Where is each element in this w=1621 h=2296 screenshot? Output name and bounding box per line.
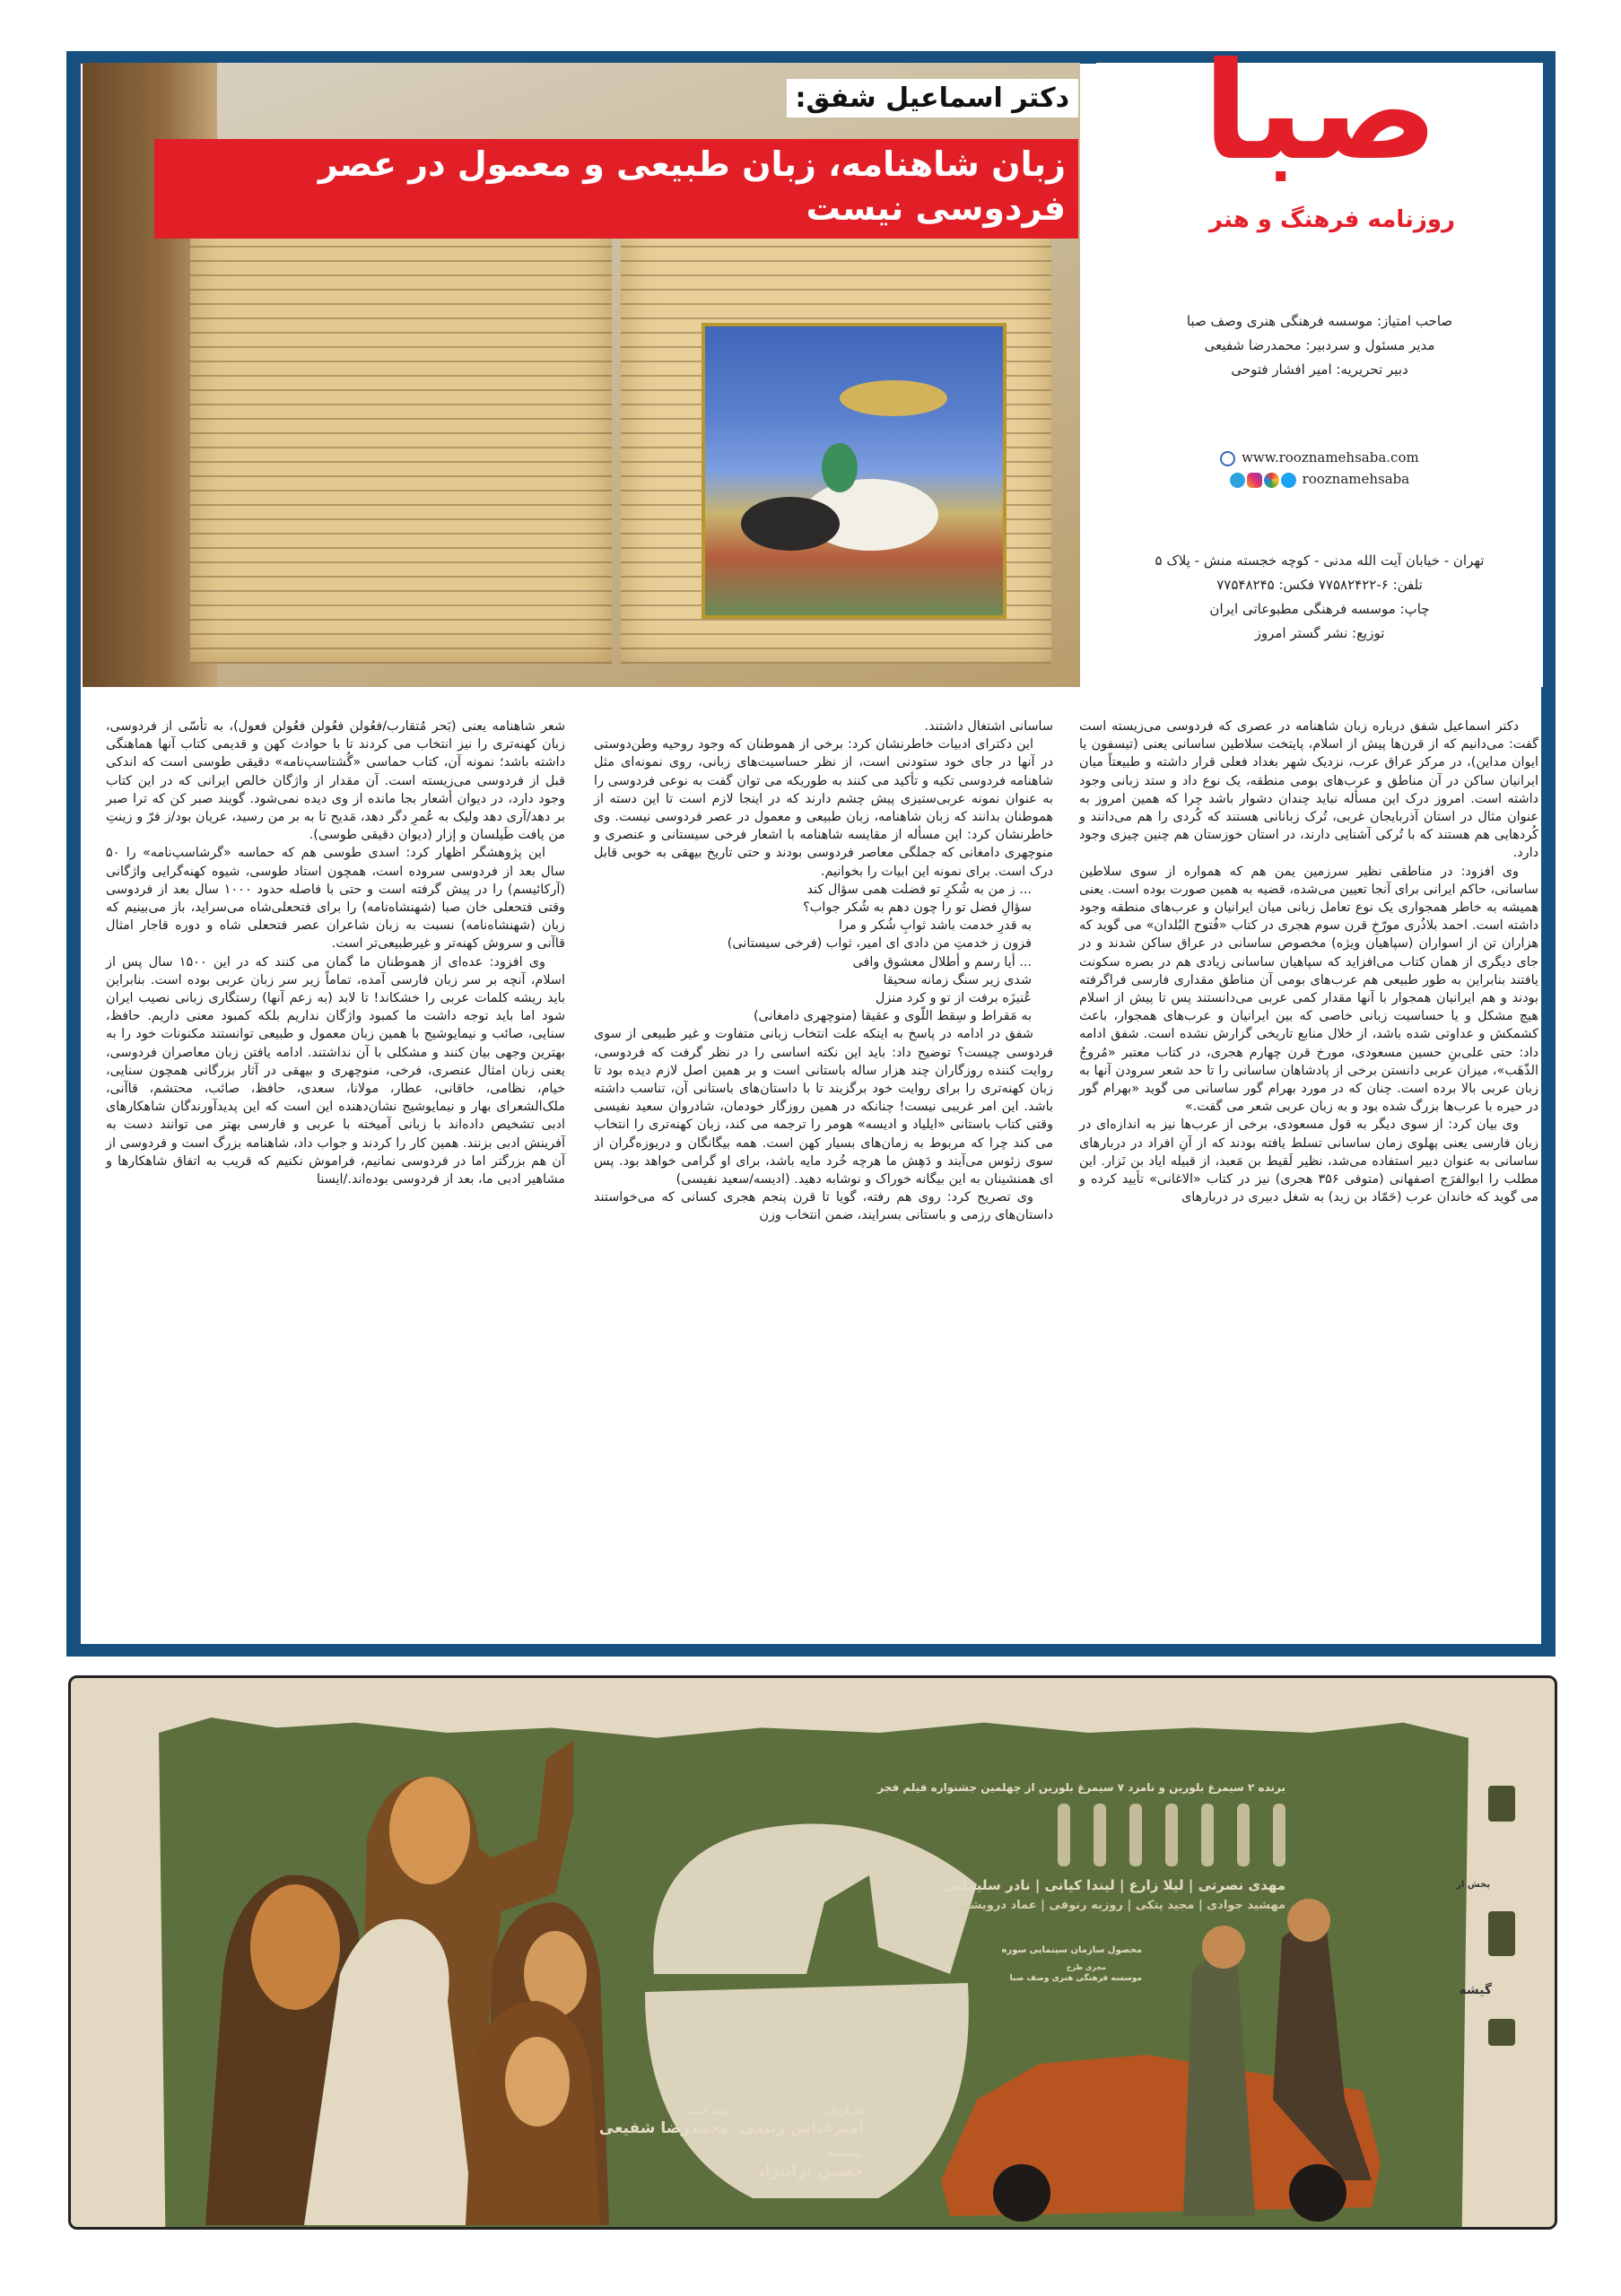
paragraph: این پژوهشگر اظهار کرد: اسدی طوسی هم که حماسه «گرشاسپ‌نامه» را ۵۰ سال بعد از فردوسی سروده است، همچون استاد طوسی، شیوه کهنه‌گرایی واژگانی (آرکائیسم) را در پیش گرفته است و حتی با فاصله حدود ۱۰۰۰ سال بعد از فردوسی وقتی فتحعلی خان صبا (شهنشاه‌نامه) را برای فتحعلی‌شاه می‌سراید، باز می‌بینیم که زبان (شهنشاه‌نامه) نسبت به زبان شاعران عصر فتحعلی شاه و دوره قاجار امثال قاآنی و سروش کهنه‌تر و غیرطبیعی‌تر است. [106, 846, 565, 952]
poster-distribution-label: پخش از [1456, 1880, 1490, 1890]
poem-line: به مَقراط و سِقط اللّوی و عقیقا (منوچهری دامغانی) [753, 1009, 1032, 1024]
poster-distributor-logo: گیشه [1459, 1983, 1492, 1997]
article-column-2 [594, 718, 1053, 1225]
saba-logo [1132, 34, 1509, 260]
logo-subtitle: روزنامه فرهنگ و هنر [1208, 206, 1455, 233]
simorgh-award-icons [1058, 1804, 1285, 1866]
poster-cast-row-2: مهشید جوادی | مجید پتکی | روزبه رنوفی | عماد درویشی [958, 1899, 1285, 1912]
poem-line: به قدرِ خدمت باشد ثوابِ شُکر و مرا [839, 918, 1032, 934]
staff-list [1096, 309, 1543, 382]
figure-standing-man [1183, 1954, 1255, 2217]
poster-production: محصول سازمان سینمایی سوره [1001, 1945, 1142, 1955]
poster-executor: موسسه فرهنگی هنری وصف صبا [1009, 1974, 1142, 1983]
distributor: توزیع: نشر گستر امروز [1254, 625, 1385, 641]
face-woman-bottom [505, 2037, 570, 2126]
article-supertitle: دکتر اسماعیل شفق: [787, 79, 1078, 117]
paragraph: شعر شاهنامه یعنی (بَحر مُتقارب/فعُولن فعُولن فعُولن فعول)، به تأسّی از فردوسی، زبان کهنه‌تری را نیز انتخاب می کردند تا با حوادث کهن و قدیمی کتاب آنها هماهنگی داشته باشد؛ نمونه آن، کتاب حماسی «گُشتاسپ‌نامه» دقیقی طوسی است که اندکی قبل از فردوسی می‌زیسته است. آن مقدار از واژگان خالص ایرانی که در این کتاب وجود دارد، در دیوان أشعار بجا مانده از وی دیده نمی‌شود. گویند صبر کن که ترا صبر بر دهد/آری دهد ولیک به عُمرِ دگر دهد، مَدیح تا به بر من رسید، عریان بود/ز فرّ و زینتِ من یافت طَیلسان و إزار (دیوان دقیقی طوسی). [106, 719, 565, 843]
web-info [1096, 447, 1543, 490]
telegram-icon[interactable] [1230, 473, 1245, 488]
poem-line: فزون ز خدمتِ من دادی ای امیر، ثواب (فرخی سیستانی) [727, 936, 1032, 952]
poster-producer-label: تهیه کننده [684, 2107, 729, 2117]
instagram-icon[interactable] [1247, 473, 1262, 488]
social-handle[interactable]: rooznamehsaba [1302, 471, 1410, 487]
poster-director-label: کارگردان [824, 2107, 864, 2117]
paragraph: شفق در ادامه در پاسخ به اینکه علت انتخاب زبانی متفاوت و غیر طبیعی از سوی فردوسی چیست؟ توضیح داد: باید این نکته اساسی را در نظر گرفت که فردوسی، روایت کننده روزگاران چند هزار ساله باستانی است و بر همین اصل لازم دیده بود تا زبان کهنه‌تری را برای روایت خود برگزیند تا با داستان‌های باستانی آن، تناسب داشته باشد. این امر غریبی نیست! چنانکه در همین روزگار خودمان، شادروان سعید نفیسی وقتی کتاب باستانی «ایلیاد و ادیسه» هومر را ترجمه می کند، زبان کهنه‌تری را انتخاب می کند چرا که مربوط به زمان‌های بسیار کهن است. همه بیگانگان و دریوزه‌گران از سوی زئوس می‌آیند و دَهِش ما هرچه خُرد مایه باشد، برای او گرامی خواهد بود. پس ای همنشینان به این بیگانه خوراک و نوشابه دهید. (ادیسه/سعید نفیسی) [594, 1027, 1053, 1187]
printer: چاپ: موسسه فرهنگی مطبوعاتی ایران [1209, 601, 1430, 617]
poem-line: سؤالِ فضل تو را چون دهم به شُکر جواب؟ [803, 900, 1032, 916]
twitter-icon[interactable] [1281, 473, 1296, 488]
article-headline: زبان شاهنامه، زبان طبیعی و معمول در عصر فردوسی نیست [154, 139, 1078, 239]
poem-line: شدی زیر سنگ زمانه سحیقا [883, 972, 1032, 987]
address-block [1096, 549, 1543, 646]
article-column-1 [1079, 718, 1538, 1206]
paragraph: وی افزود: در مناطقی نظیر سرزمین یمن هم که همواره از سوی سلاطین ساسانی، حاکم ایرانی برای آنجا تعیین می‌شده، قضیه به همین صورت بوده است. یعنی همیشه به خاطر همجواری یک نوع تعامل زبانی میان ایرانیان و عرب‌های منطقه وجود داشته است. احمد بلاذُری مورّخِ قرن سوم هجری در کتاب «فُتوح البُلدان» می گوید که هزاران تن از اسواران (سپاهیان ویژه) مخصوص ساسانی در عراق ساکن شدند و در جای دیگری از همان کتاب می‌افزاید که سپاهیان ساسانی زیادی هم در بصره سکونت یافتند بنابراین به طور طبیعی هم عرب‌های بومی آن مناطق مقداری فارسی فراگرفته بودند و هم ایرانیان همجوار با آنها مقدار کمی عربی می‌دانستند پس تا پیش از اسلام هیچ مشکل و یا حساسیت زبانی خاصی که بین ایرانیان و عرب‌های همجوار، باعث کشمکش و عداوتی شده باشد، از خلال منابع تاریخی گزارش نشده است. شفق ادامه داد: حتی علی‌بنِ حسین مسعودی، مورخ قرن چهارم هجری، در کتاب معتبر «مُروجُ الذّهَب»، میزان عربی دانستن برخی از پادشاهان ساسانی را تا حد شعر سرودن آنها به زبان عربی بالا برده است. چنان که در مورد بهرام گور ساسانی می گوید «بهرام گور در حیره با عرب‌ها بزرگ شده بود و به زبان عربی شعر می گفت.» [1079, 864, 1538, 1115]
poem-line: ... ز من به شُکرِ تو فضلت همی سؤال کند [806, 882, 1032, 897]
globe-icon [1220, 451, 1235, 466]
phone-fax: تلفن: ۶-۷۷۵۸۲۴۲۲ فکس: ۷۷۵۴۸۲۴۵ [1216, 577, 1423, 593]
paragraph: دکتر اسماعیل شفق درباره زبان شاهنامه در عصری که فردوسی می‌زیسته است گفت: می‌دانیم که از قرن‌ها پیش از اسلام، پایتخت سلاطین ساسانی یعنی (تیسفون یا ایوان مداین)، در مرکز عراق عرب، نزدیک شهر بغداد فعلی قرار داشته و طبیعتاً میان ایرانیان ساکن در آن مناطق و عرب‌های بومی منطقه، یک نوع داد و ستد زبانی وجود داشته است. امروز درک این مسأله نباید چندان دشوار باشد چرا که همین امروز به عنوان مثال در استان آذربایجان غربی، تُرک زبانانی هستند که کُردی را هم می‌دانند و کُردهایی هم هستند که با تُرکی آشنایی دارند، در استان خوزستان هم چنین چیزی وجود دارد. [1079, 719, 1538, 861]
poster-writer-label: نویسنده [828, 2149, 864, 2159]
poster-artwork [71, 1678, 1551, 2225]
poem-line: ... أیا رسم و أطلال معشوق وافی [852, 954, 1032, 970]
staff-editor-in-chief: مدیر مسئول و سردبیر: محمدرضا شفیعی [1204, 337, 1435, 353]
paragraph: وی بیان کرد: از سوی دیگر به قول مسعودی، برخی از عرب‌ها نیز به اندازه‌ای در زبان فارسی یعنی پهلوی زمان ساسانی تسلط یافته بودند که از آنِ افراد در دربارهای ساسانی به عنوان دبیر استفاده می‌شد، نظیر لَقیط بن مَعبد، از قبیله ایاد بن نَزار. این مطلب را ابوالفرَج اصفهانی (متوفی ۳۵۶ هجری) نیز در کتاب «الاغانی» تأیید کرده و می گوید که خاندان عرب (حَمّاد بن زید) به شغل دبیری در دربارهای [1079, 1118, 1538, 1205]
poster-executor-label: مجری طرح [1066, 1963, 1106, 1971]
address: تهران - خیابان آیت الله مدنی - کوچه خجسته منش - پلاک ۵ [1155, 552, 1485, 569]
sponsor-logos [1488, 1786, 1515, 2046]
masthead [1096, 34, 1543, 687]
face-man-gun [389, 1777, 470, 1884]
film-poster-ad [68, 1675, 1557, 2230]
film-title-brush-mark [645, 1824, 977, 2199]
poem-line: عُنیزَه برفت از تو و کرد منزل [875, 991, 1032, 1006]
poster-director: امیرعباس ربیعی [739, 2119, 864, 2137]
staff-managing-editor: دبیر تحریریه: امیر افشار فتوحی [1231, 361, 1408, 378]
aparat-icon[interactable] [1264, 473, 1279, 488]
poster-writer: حسین ترابنژاد [757, 2162, 864, 2180]
poster-cast-row-1: مهدی نصرتی | لیلا زارع | لیندا کیانی | نادر سلیمانی [944, 1877, 1285, 1893]
paragraph: این دکترای ادبیات خاطرنشان کرد: برخی از هموطنان که وجود روحیه وطن‌دوستی در آنها در جای خود ستودنی است، از نظر حساسیت‌های زبانی، روی نمونه‌ای مثل شاهنامه فردوسی تکیه و تأکید می کنند به طوریکه می توان گفت به نوعی فردوسی را به عنوان نمونه عربی‌ستیزی پیش چشم دارند که در اینجا لازم است تا این دسته از هموطنان بدانند که زبان شاهنامه، زبان طبیعی و معمول در عصر فردوسی نیست. وی خاطرنشان کرد: این مسأله از مقایسه شاهنامه با اشعار فرخی سیستانی و عنصری و منوچهری دامغانی که جملگی معاصر فردوسی بودند و حتی تاریخ بیهقی به خوبی قابل درک است. برای نمونه این ابیات را بخوانیم. [594, 737, 1053, 879]
paragraph: وی افزود: عده‌ای از هموطنان ما گمان می کنند که در این ۱۵۰۰ سال پس از اسلام، آنچه بر سر زبان فارسی آمده، تماماً زیر سر زبان عربی بوده است. بنابراین باید ریشه کلمات عربی را خشکاند! تا لابد (به زعم آنها) رستگاری زبانی نصیب ایران شود اما باید توجه داشت ما کمبود واژگان نداریم بلکه کمبود معنی داریم. حافظ، سنایی، صائب و نیمایوشیج با همین زبان معمول و طبیعی توانستند مکنونات خود را به بهترین وجهی بیان کنند و مشکلی با آن نداشتند. ادامه یافتن زبان معاصران فردوسی، یعنی زبان امثال عنصری، فرخی، منوچهری و بیهقی در آثار بزرگانی همچون سنایی، خیام، نظامی، خاقانی، عطار، مولانا، سعدی، حافظ، صائب، محتشم، قاآنی، ملک‌الشعرای بهار و نیمایوشیج نشان‌دهنده این است که این پدیدآورندگان شاهکارهای ادبی تشخیص داده‌اند با زبانی آمیخته با عربی و فارسی بهتر می توانند دست به آفرینش ادبی بزنند. همین کار را کردند و جواب داد، شاهنامه بزرگ است و فردوسی از آن هم بزرگتر اما در فردوسی نمانیم، فراموش نکنیم که قریب به اتفاق شاهکارها و مشاهیر ادبی ما، بعد از فردوسی بوده‌اند./ایسنا [106, 954, 565, 1187]
paragraph: ساسانی اشتغال داشتند. [924, 719, 1053, 734]
logo-wordmark: صبا [1202, 34, 1439, 190]
poster-awards-line: برنده ۲ سیمرغ بلورین و نامزد ۷ سیمرغ بلورین از چهلمین جشنواره فیلم فجر [877, 1781, 1285, 1794]
miniature-painting [702, 323, 1007, 619]
paragraph: وی تصریح کرد: روی هم رفته، گویا تا قرن پنجم هجری کسانی که می‌خواستند داستان‌های رزمی و باستانی بسرایند، ضمن انتخاب وزن [594, 1190, 1053, 1223]
article-column-3 [106, 718, 565, 1188]
website-link[interactable]: www.rooznamehsaba.com [1242, 449, 1419, 465]
staff-owner: صاحب امتیاز: موسسه فرهنگی هنری وصف صبا [1186, 313, 1453, 329]
poster-producer: محمدرضا شفیعی [598, 2119, 729, 2137]
face-man-glasses [250, 1884, 340, 2010]
